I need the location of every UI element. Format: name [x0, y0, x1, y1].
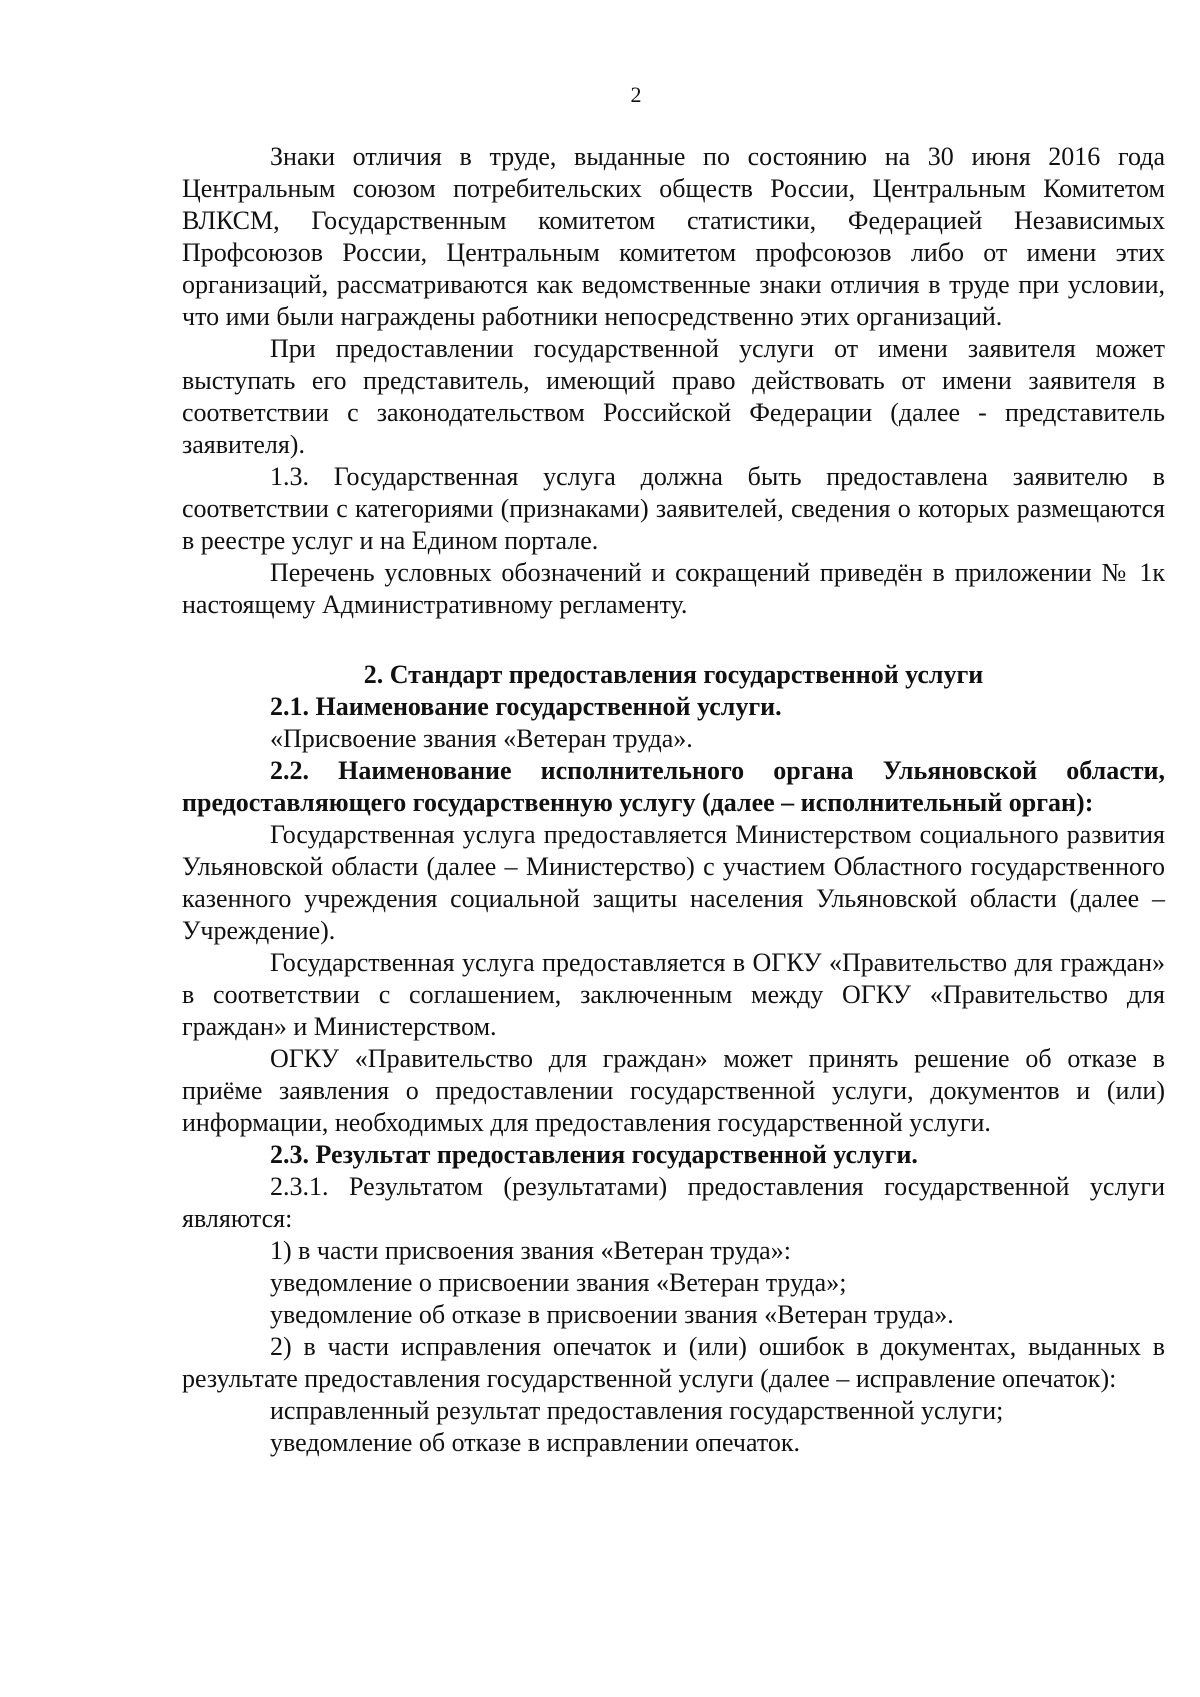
paragraph-representative: При предоставлении государственной услуги от имени заявителя может выступать его представитель, имеющий право действовать от имени заявителя в соответствии с законодательством Российской Федерации (далее - представитель заявителя).: [182, 334, 1165, 459]
heading-2-3: 2.3. Результат предоставления государственной услуги.: [270, 1140, 918, 1169]
list-item-1b: уведомление об отказе в присвоении звания «Ветеран труда».: [270, 1300, 954, 1329]
paragraph-2-1: «Присвоение звания «Ветеран труда».: [270, 724, 693, 753]
page-number: 2: [630, 82, 642, 107]
paragraph-2-2-ogku: Государственная услуга предоставляется в ОГКУ «Правительство для граждан» в соответствии с соглашением, заключенным между ОГКУ «Правительство для граждан» и Министерством.: [182, 948, 1165, 1041]
list-item-1a: уведомление о присвоении звания «Ветеран труда»;: [270, 1268, 847, 1297]
paragraph-2-2-ministry: Государственная услуга предоставляется Министерством социального развития Ульяновской области (далее – Министерство) с участием Областного государственного казенного учреждения социальной защиты населения Ульяновской области (далее – Учреждение).: [182, 820, 1165, 945]
list-item-2a: исправленный результат предоставления государственной услуги;: [270, 1396, 1004, 1425]
paragraph-1-3: 1.3. Государственная услуга должна быть предоставлена заявителю в соответствии с категориями (признаками) заявителей, сведения о которых размещаются в реестре услуг и на Едином портале.: [182, 462, 1165, 555]
paragraph-abbreviations: Перечень условных обозначений и сокращений приведён в приложении № 1к настоящему Административному регламенту.: [182, 558, 1165, 619]
paragraph-badges: Знаки отличия в труде, выданные по состоянию на 30 июня 2016 года Центральным союзом потребительских обществ России, Центральным Комитетом ВЛКСМ, Государственным комитетом статистики, Федерацией Независимых Профсоюзов России, Центральным комитетом профсоюзов либо от имени этих организаций, рассматриваются как ведомственные знаки отличия в труде при условии, что ими были награждены работники непосредственно этих организаций.: [182, 142, 1165, 331]
heading-2-2: 2.2. Наименование исполнительного органа Ульяновской области, предоставляющего государственную услугу (далее – исполнительный орган):: [182, 756, 1165, 817]
section-2-title: 2. Стандарт предоставления государственной услуги: [363, 660, 984, 689]
document-body: [182, 141, 1165, 1459]
list-item-2b: уведомление об отказе в исправлении опечаток.: [270, 1428, 801, 1457]
list-item-1: 1) в части присвоения звания «Ветеран труда»:: [270, 1236, 791, 1265]
paragraph-2-3-1: 2.3.1. Результатом (результатами) предоставления государственной услуги являются:: [182, 1172, 1165, 1233]
heading-2-1: 2.1. Наименование государственной услуги.: [270, 692, 782, 721]
paragraph-2-2-refusal: ОГКУ «Правительство для граждан» может принять решение об отказе в приёме заявления о предоставлении государственной услуги, документов и (или) информации, необходимых для предоставления государственной услуги.: [182, 1044, 1165, 1137]
list-item-2: 2) в части исправления опечаток и (или) ошибок в документах, выданных в результате предоставления государственной услуги (далее – исправление опечаток):: [182, 1332, 1165, 1393]
